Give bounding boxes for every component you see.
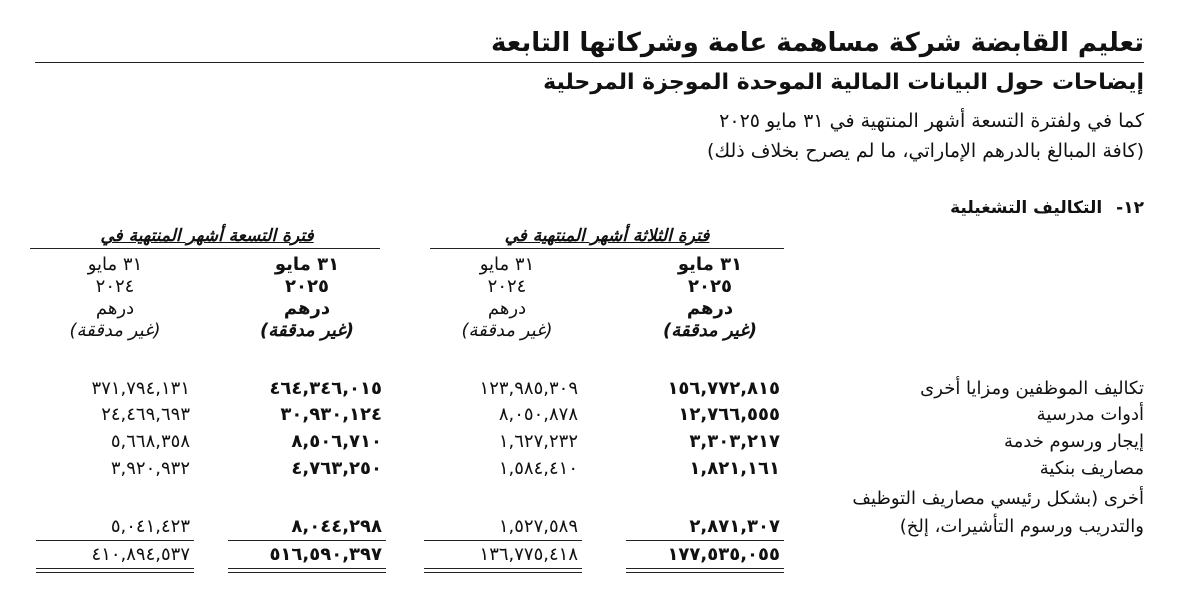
column-date: ٣١ مايو [87,254,143,275]
column-audit: (غير مدققة) [461,320,553,341]
table-cell: ٣٠,٩٣٠,١٢٤ [280,404,382,425]
table-cell: ١,٥٢٧,٥٨٩ [498,516,578,537]
table-cell: ١٥٦,٧٧٢,٨١٥ [667,378,780,399]
table-cell: ٤,٧٦٣,٢٥٠ [291,458,382,479]
column-date: ٣١ مايو [479,254,535,275]
row-label: أخرى (بشكل رئيسي مصاريف التوظيف [852,488,1144,509]
table-cell: ٢٤,٤٦٩,٦٩٣ [101,404,190,425]
section-title: التكاليف التشغيلية [950,198,1103,218]
table-cell: ١,٨٢١,١٦١ [689,458,780,479]
table-cell: ١,٦٢٧,٢٣٢ [498,431,578,452]
table-cell: ١,٥٨٤,٤١٠ [498,458,578,479]
column-unit: درهم [487,298,527,319]
group-heading-nine-months: فترة التسعة أشهر المنتهية في [100,226,314,246]
column-date: ٣١ مايو [274,254,340,275]
row-label: تكاليف الموظفين ومزايا أخرى [920,378,1144,399]
column-header [635,254,785,342]
total-double-rule [626,572,784,573]
table-cell: ٣٧١,٧٩٤,١٣١ [91,378,190,399]
total-double-rule [424,572,582,573]
column-header [232,254,382,342]
column-audit: (غير مدققة) [69,320,161,341]
total-cell: ٥١٦,٥٩٠,٣٩٧ [269,544,382,565]
column-audit: (غير مدققة) [260,320,354,341]
table-cell: ٤٦٤,٣٤٦,٠١٥ [269,378,382,399]
column-unit: درهم [283,298,331,319]
column-header [432,254,582,342]
subtotal-rule [424,540,582,541]
table-cell: ٨,٠٥٠,٨٧٨ [498,404,578,425]
table-cell: ٣,٩٢٠,٩٣٢ [110,458,190,479]
total-cell: ١٧٧,٥٣٥,٠٥٥ [667,544,780,565]
row-label: أدوات مدرسية [1036,404,1144,425]
section-heading [950,198,1144,218]
column-header [40,254,190,342]
table-cell: ٨,٠٤٤,٢٩٨ [291,516,382,537]
header-rule [35,62,1144,63]
total-double-rule [36,568,194,569]
subtotal-rule [626,540,784,541]
table-cell: ٨,٥٠٦,٧١٠ [291,431,382,452]
column-audit: (غير مدققة) [663,320,757,341]
column-year: ٢٠٢٥ [688,276,732,297]
table-cell: ٥,٠٤١,٤٢٣ [110,516,190,537]
group-rule-nine-months [30,248,380,249]
total-double-rule [228,572,386,573]
subtotal-rule [36,540,194,541]
group-heading-three-months: فترة الثلاثة أشهر المنتهية في [504,226,710,246]
table-cell: ٥,٦٦٨,٣٥٨ [110,431,190,452]
total-double-rule [36,572,194,573]
total-double-rule [424,568,582,569]
row-label: إيجار ورسوم خدمة [1003,431,1144,452]
table-cell: ٣,٣٠٣,٢١٧ [689,431,780,452]
document-subtitle: إيضاحات حول البيانات المالية الموحدة الموجزة المرحلية [543,70,1144,95]
currency-note: (كافة المبالغ بالدرهم الإماراتي، ما لم يصرح بخلاف ذلك) [707,140,1144,162]
column-year: ٢٠٢٤ [95,276,135,297]
column-unit: درهم [95,298,135,319]
total-double-rule [626,568,784,569]
column-year: ٢٠٢٥ [285,276,329,297]
column-date: ٣١ مايو [677,254,743,275]
subtotal-rule [228,540,386,541]
row-label-continued: والتدريب ورسوم التأشيرات، إلخ) [899,516,1144,537]
period-line: كما في ولفترة التسعة أشهر المنتهية في ٣١ مايو ٢٠٢٥ [719,110,1144,132]
table-cell: ١٢٣,٩٨٥,٣٠٩ [479,378,578,399]
total-double-rule [228,568,386,569]
total-cell: ١٣٦,٧٧٥,٤١٨ [479,544,578,565]
table-cell: ٢,٨٧١,٣٠٧ [689,516,780,537]
column-unit: درهم [686,298,734,319]
group-rule-three-months [430,248,784,249]
section-number: ١٢- [1116,198,1144,218]
column-year: ٢٠٢٤ [487,276,527,297]
table-cell: ١٢,٧٦٦,٥٥٥ [678,404,780,425]
row-label: مصاريف بنكية [1039,458,1144,479]
total-cell: ٤١٠,٨٩٤,٥٣٧ [91,544,190,565]
company-title: تعليم القابضة شركة مساهمة عامة وشركاتها التابعة [491,28,1144,58]
